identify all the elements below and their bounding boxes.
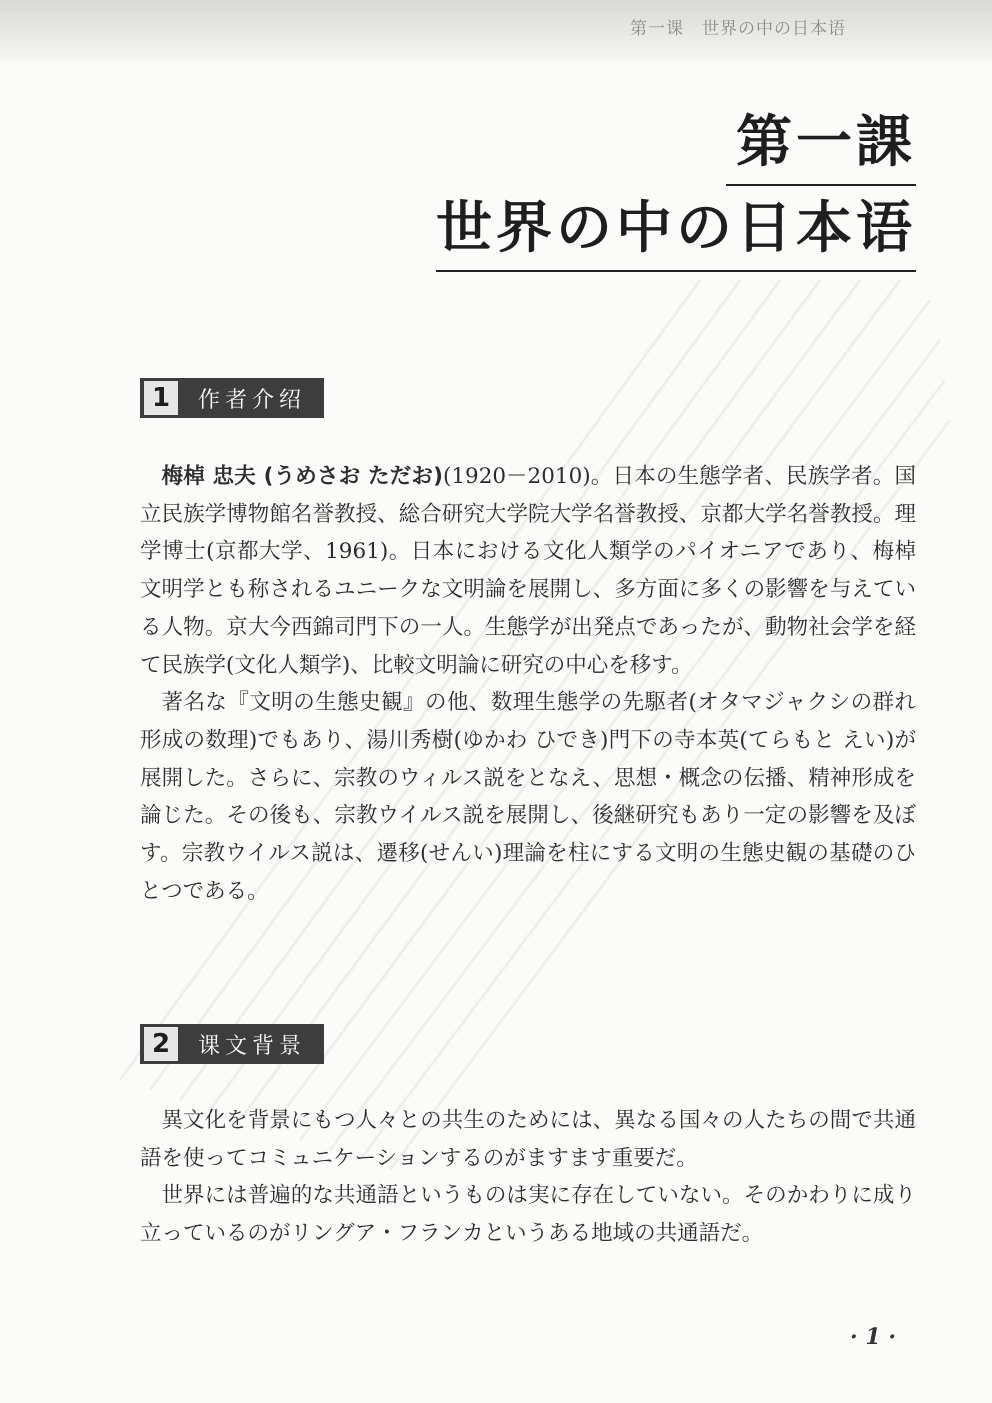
author-name: 梅棹 忠夫 (うめさお ただお) xyxy=(161,464,443,489)
paragraph xyxy=(140,458,916,684)
paragraph: 世界には普遍的な共通語というものは実に存在していない。そのかわりに成り立っているのがリングア・フランカというある地域の共通語だ。 xyxy=(140,1183,916,1247)
page-number: · 1 · xyxy=(850,1324,896,1350)
section-body-background xyxy=(140,1102,916,1253)
paragraph: 著名な『文明の生態史観』の他、数理生態学の先駆者(オタマジャクシの群れ形成の数理)でもあり、湯川秀樹(ゆかわ ひでき)門下の寺本英(てらもと えい)が展開した。さらに、宗教のウィルス説をとなえ、思想・概念の伝播、精神形成を論じた。その後も、宗教ウイルス説を展開し、後継研究もあり一定の影響を及ぼす。宗教ウイルス説は、遷移(せんい)理論を柱にする文明の生態史観の基礎のひとつである。 xyxy=(140,690,916,904)
section-header-author xyxy=(140,378,324,418)
paragraph: 異文化を背景にもつ人々との共生のためには、異なる国々の人たちの間で共通語を使ってコミュニケーションするのがますます重要だ。 xyxy=(140,1108,916,1171)
section-number: 1 xyxy=(144,381,178,415)
paragraph-text: (1920－2010)。日本の生態学者、民族学者。国立民族学博物館名誉教授、総合研究大学院大学名誉教授、京都大学名誉教授。理学博士(京都大学、1961)。日本における文化人類学のパイオニアであり、梅棹文明学とも称されるユニークな文明論を展開し、多方面に多くの影響を与えている人物。京大今西錦司門下の一人。生態学が出発点であったが、動物社会学を経て民族学(文化人類学)、比較文明論に研究の中心を移す。 xyxy=(140,464,916,678)
section-header-background xyxy=(140,1024,324,1064)
running-head: 第一课 世界の中の日本语 xyxy=(630,19,846,39)
section-body-author xyxy=(140,458,916,910)
lesson-title-block xyxy=(436,108,916,272)
page-header-band xyxy=(0,0,992,62)
section-title: 课文背景 xyxy=(198,1033,307,1059)
section-title: 作者介绍 xyxy=(198,387,307,413)
lesson-number: 第一課 xyxy=(726,108,916,186)
section-number: 2 xyxy=(144,1027,178,1061)
lesson-name: 世界の中の日本语 xyxy=(436,196,916,272)
